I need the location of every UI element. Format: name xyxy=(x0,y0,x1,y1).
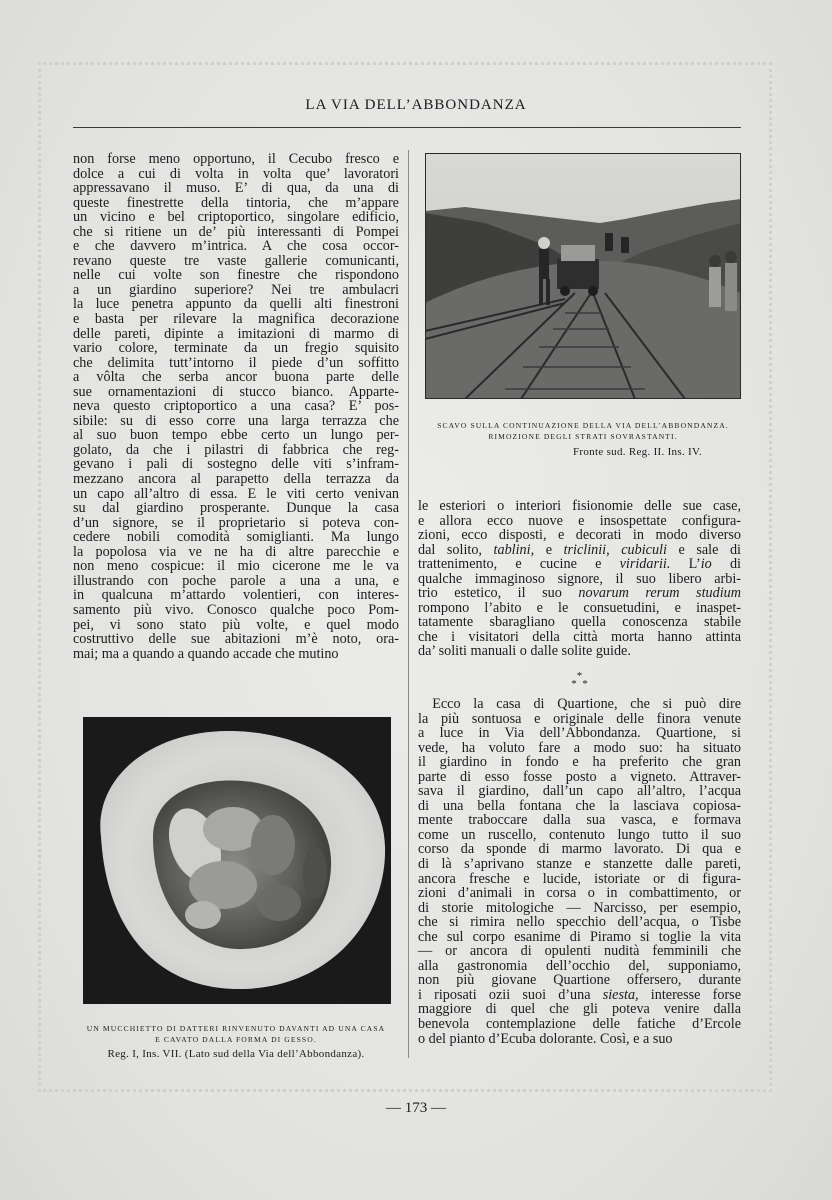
text-line: queste finestrette della tintoria, che m’appare xyxy=(73,194,399,211)
header-rule xyxy=(73,127,741,128)
text-line: sue ornamentazioni di stucco bianco. Apparte- xyxy=(73,383,399,400)
text-line: a vôlta che serba ancor buona parte delle xyxy=(73,369,399,386)
text-line: dal solito, tablini, e triclinii, cubiculi e sale di xyxy=(418,541,741,558)
running-title: LA VIA DELL’ABBONDANZA xyxy=(305,97,527,113)
bottom-photo-subcaption: Reg. I, Ins. VII. (Lato sud della Via dell’Abbondanza). xyxy=(107,1048,365,1060)
text-line: o del pianto d’Ecuba dolorante. Così, e a suo xyxy=(418,1030,673,1047)
text-line: golato, da che i pilastri di fabbrica che reg- xyxy=(73,441,399,458)
text-line: appressavano il muso. E’ di qua, da una di xyxy=(73,180,399,197)
text-line: a luce in Via dell’Abbondanza. Quartione, si xyxy=(418,725,741,742)
text-line: delle pareti, dipinte a imitazioni di marmo di xyxy=(73,325,399,342)
page-number: — 173 — xyxy=(386,1100,446,1116)
top-photo-caption xyxy=(418,420,748,442)
text-line: trio estetico, il suo novarum rerum studium xyxy=(418,585,741,602)
text-line: di una bella fontana che la lasciava copiosa- xyxy=(418,797,741,814)
text-line: su dal giardino prosperante. Dunque la casa xyxy=(73,500,399,517)
text-line: non meno cospicue: il mio cicerone me le va xyxy=(73,558,399,575)
text-line: che sul corpo esanime di Piramo si toglie la vita xyxy=(418,928,741,945)
text-line: le esteriori o interiori fisionomie delle sue case, xyxy=(418,498,741,514)
text-line: che i visitatori della città morta hanno attinta xyxy=(418,628,741,645)
text-line: d’un signore, se il proprietario si poteva con- xyxy=(73,514,399,531)
dates-cast-photo xyxy=(83,717,391,1004)
text-line: mente traboccare dalla sua vasca, e formava xyxy=(418,812,741,829)
text-line: mai; ma a quando a quando accade che mutino xyxy=(73,645,339,662)
text-line: la popolosa via ve ne ha di altre parecchie e xyxy=(73,543,399,560)
text-line: rompono l’abito e le consuetudini, e inaspet- xyxy=(418,599,741,616)
text-line: revano queste tre vaste gallerie comunicanti, xyxy=(73,252,399,269)
excavation-photo xyxy=(425,153,741,399)
section-asterism xyxy=(418,672,741,688)
text-line: sibile: su di esso corre una larga terrazza che xyxy=(73,412,399,429)
column-rule xyxy=(408,150,409,1058)
text-line: la luce penetra appunto da quelli alti finestroni xyxy=(73,296,399,313)
text-line: parte di esso fosse posto a vigneto. Attraver- xyxy=(418,768,741,785)
bottom-caption-line-1: UN MUCCHIETTO DI DATTERI RINVENUTO DAVANTI AD UNA CASA xyxy=(86,1024,386,1033)
right-column-text-lower xyxy=(418,697,741,1046)
bottom-photo-caption xyxy=(73,1023,399,1045)
text-line: e allora ecco nuove e insospettate configura- xyxy=(418,512,741,529)
text-line: Ecco la casa di Quartione, che si può dire xyxy=(418,696,741,712)
text-line: cedere nobili comodità somiglianti. Ma lungo xyxy=(73,529,399,546)
text-line: trattenimento, e cucine e viridarii. L’io di xyxy=(418,556,741,573)
text-line: non più giovane Quartione offersero, durante xyxy=(418,972,741,989)
text-line: un capo all’altro di essa. E le viti certo venivan xyxy=(73,485,399,502)
text-line: pei, vi sono stato più volte, e quel modo xyxy=(73,616,399,633)
text-line: benevola contemplazione delle fatiche d’Ercole xyxy=(418,1016,741,1033)
text-line: come un ruscello, contenuto lungo tutto il suo xyxy=(418,826,741,843)
text-line: samento più vivo. Conosco qualche poco Pom- xyxy=(73,601,399,618)
text-line: ancora fresche e lucide, istoriate or di figura- xyxy=(418,870,741,887)
text-line: e basta per rilevare la magnifica decorazione xyxy=(73,311,399,328)
text-line: e che davvero m’intrica. A che cosa occor- xyxy=(73,238,399,255)
top-caption-line-2: RIMOZIONE DEGLI STRATI SOVRASTANTI. xyxy=(488,432,678,441)
text-line: dolce a cui di volta in volta que’ lavoratori xyxy=(73,165,399,182)
text-line: la più sontuosa e originale delle finora venute xyxy=(418,710,741,727)
right-column-text-upper xyxy=(418,499,741,659)
asterism-top: * xyxy=(576,670,583,682)
text-line: nelle cui volte son finestre che rispondono xyxy=(73,267,399,284)
text-line: da’ soliti manuali o dalle solite guide. xyxy=(418,643,631,660)
text-line: di storie mitologiche — Narcisso, per esempio, xyxy=(418,899,741,916)
text-line: tatamente sbaragliano quella conoscenza stabile xyxy=(418,614,741,631)
text-line: in qualcuna m’attardo volentieri, con interes- xyxy=(73,587,399,604)
text-line: costruttivo delle sue abitazioni m’è noto, ora- xyxy=(73,631,399,648)
text-line: che si rimira nello specchio dell’acqua, o Tisbe xyxy=(418,914,741,931)
text-line: mezzano ancora al parapetto della terrazza da xyxy=(73,471,399,488)
text-line: di là s’aprivano stanze e stanzette dalle pareti, xyxy=(418,856,741,873)
text-line: maggiore di quel che gli poteva venire dalla xyxy=(418,1001,741,1018)
text-line: neva questo criptoportico a una casa? E’ pos- xyxy=(73,398,399,415)
text-line: alla gastronomia dell’occhio del, supponiamo, xyxy=(418,957,741,974)
text-line: a un giardino superiore? Nei tre ambulacri xyxy=(73,281,399,298)
text-line: sava il giardino, dall’un capo all’altro, l’acqua xyxy=(418,783,741,800)
text-line: corso da sponde di marmo lavorato. Di qua e xyxy=(418,841,741,858)
text-line: il giardino in fondo e ha preferito che gran xyxy=(418,754,741,771)
text-line: vario colore, terminate da un fregio squisito xyxy=(73,340,399,357)
text-line: illustrando con poche parole a una a una, e xyxy=(73,572,399,589)
top-caption-line-1: SCAVO SULLA CONTINUAZIONE DELLA VIA DELL’ABBONDANZA. xyxy=(437,421,729,430)
text-line: zioni, ecco disposti, e decorati in modo diverso xyxy=(418,527,741,544)
text-line: non forse meno opportuno, il Cecubo fresco e xyxy=(73,151,399,167)
left-column-text xyxy=(73,152,399,661)
dates-cast-drawing xyxy=(83,717,391,1004)
text-line: — or ancora di opulenti nudità femminili che xyxy=(418,943,741,960)
text-line: al suo buon tempo ebbe certo un lungo per- xyxy=(73,427,399,444)
text-line: gevano i pali di sostegno delle viti s’infram- xyxy=(73,456,399,473)
text-line: un vicino e bel criptoportico, singolare edificio, xyxy=(73,209,399,226)
text-line: che si ritiene un de’ più interessanti di Pompei xyxy=(73,223,399,240)
bottom-caption-line-2: E CAVATO DALLA FORMA DI GESSO. xyxy=(155,1035,317,1044)
asterism-bottom: * * xyxy=(571,678,588,690)
text-line: i riposati ozii suoi d’una siesta, interesse forse xyxy=(418,986,741,1003)
text-line: qualche immaginoso signore, il suo libero arbi- xyxy=(418,570,741,587)
top-photo-subcaption: Fronte sud. Reg. II. Ins. IV. xyxy=(573,446,702,458)
text-line: vede, ha voluto fare a modo suo: ha situato xyxy=(418,739,741,756)
text-line: zioni d’animali in corsa o in combattimento, or xyxy=(418,885,741,902)
excavation-photo-drawing xyxy=(425,153,741,399)
text-line: che delimita tutt’intorno il piede d’un soffitto xyxy=(73,354,399,371)
